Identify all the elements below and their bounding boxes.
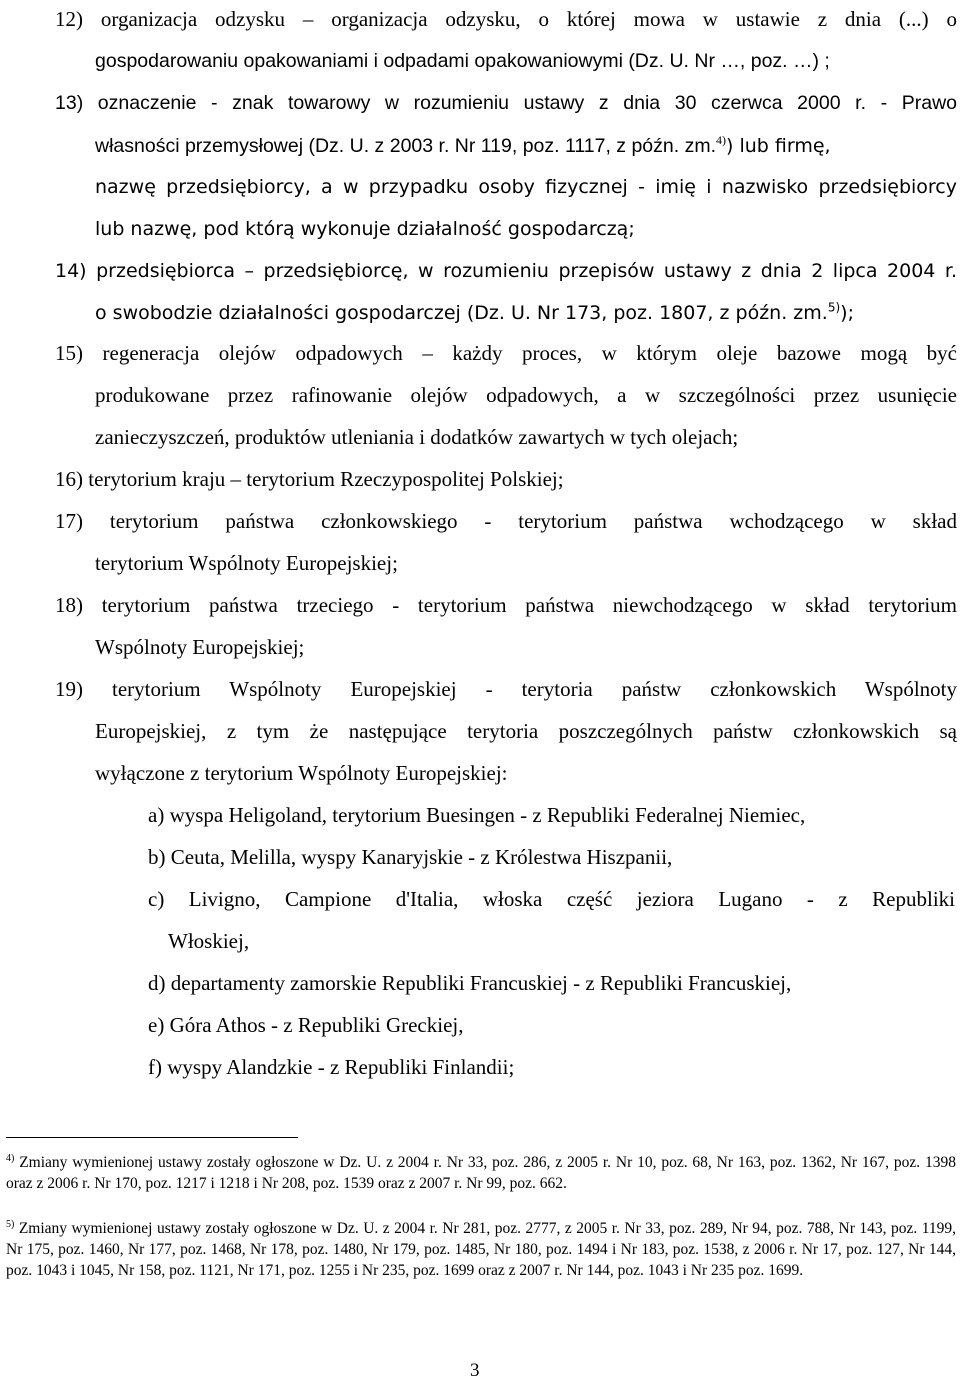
- list-item: a) wyspa Heligoland, terytorium Buesingen - z Republiki Federalnej Niemiec,: [148, 803, 806, 827]
- text-line: [95, 132, 957, 159]
- text-line: 17) terytorium państwa członkowskiego - terytorium państwa wchodzącego w skład: [55, 509, 957, 533]
- text-segment: o swobodzie działalności gospodarczej (Dz. U. Nr 173, poz. 1807, z późn. zm.: [95, 302, 828, 324]
- footnote-ref: 5): [827, 300, 841, 315]
- page-number: 3: [470, 1360, 480, 1381]
- list-item: d) departamenty zamorskie Republiki Francuskiej - z Republiki Francuskiej,: [148, 971, 792, 995]
- text-line: Europejskiej, z tym że następujące terytoria poszczególnych państw członkowskich są: [95, 719, 957, 743]
- text-segment: własności przemysłowej (Dz. U. z 2003 r. Nr 119, poz. 1117, z późn. zm.: [95, 135, 716, 157]
- footnote-ref: 4): [716, 133, 726, 147]
- list-item: f) wyspy Alandzkie - z Republiki Finlandii;: [148, 1055, 515, 1079]
- text-line: lub nazwę, pod którą wykonuje działalność gospodarczą;: [95, 218, 635, 240]
- text-segment: );: [840, 302, 854, 324]
- text-line: 14) przedsiębiorca – przedsiębiorcę, w rozumieniu przepisów ustawy z dnia 2 lipca 2004 r.: [55, 260, 957, 282]
- footnote: [6, 1152, 956, 1194]
- text-line: gospodarowaniu opakowaniami i odpadami opakowaniowymi (Dz. U. Nr …, poz. …) ;: [95, 50, 830, 72]
- text-line: 19) terytorium Wspólnoty Europejskiej - terytoria państw członkowskich Wspólnoty: [55, 677, 957, 701]
- text-line: Wspólnoty Europejskiej;: [95, 635, 305, 659]
- text-segment: ) lub firmę,: [726, 135, 831, 157]
- footnote-text: Zmiany wymienionej ustawy zostały ogłoszone w Dz. U. z 2004 r. Nr 33, poz. 286, z 2005 r. Nr 10, poz. 68, Nr 163, poz. 1362, Nr 167, poz. 1398 oraz z 2006 r. Nr 170, poz. 1217 i 1218 i Nr 208, poz. 1539 oraz z 2007 r. Nr 99, poz. 662.: [6, 1154, 956, 1192]
- text-line: 18) terytorium państwa trzeciego - terytorium państwa niewchodzącego w skład terytorium: [55, 593, 957, 617]
- text-line: wyłączone z terytorium Wspólnoty Europejskiej:: [95, 761, 508, 785]
- text-line: 15) regeneracja olejów odpadowych – każdy proces, w którym oleje bazowe mogą być: [55, 341, 957, 365]
- list-item: b) Ceuta, Melilla, wyspy Kanaryjskie - z Królestwa Hiszpanii,: [148, 845, 673, 869]
- list-item-continuation: Włoskiej,: [168, 929, 250, 953]
- footnote-mark: 5): [6, 1218, 15, 1230]
- text-line: 13) oznaczenie - znak towarowy w rozumieniu ustawy z dnia 30 czerwca 2000 r. - Prawo: [55, 92, 957, 114]
- footnote-separator: [6, 1137, 298, 1138]
- text-line: produkowane przez rafinowanie olejów odpadowych, a w szczególności przez usunięcie: [95, 383, 957, 407]
- text-line: 16) terytorium kraju – terytorium Rzeczypospolitej Polskiej;: [55, 467, 564, 491]
- list-item: e) Góra Athos - z Republiki Greckiej,: [148, 1013, 464, 1037]
- text-line: [95, 300, 957, 326]
- footnote: [6, 1218, 956, 1281]
- text-line: terytorium Wspólnoty Europejskiej;: [95, 551, 398, 575]
- text-line: nazwę przedsiębiorcy, a w przypadku osoby fizycznej - imię i nazwisko przedsiębiorcy: [95, 176, 957, 198]
- text-line: zanieczyszczeń, produktów utleniania i dodatków zawartych w tych olejach;: [95, 425, 739, 449]
- list-item: c) Livigno, Campione d'Italia, włoska część jeziora Lugano - z Republiki: [148, 887, 955, 911]
- footnote-text: Zmiany wymienionej ustawy zostały ogłoszone w Dz. U. z 2004 r. Nr 281, poz. 2777, z 2005 r. Nr 33, poz. 289, Nr 94, poz. 788, Nr 143, poz. 1199, Nr 175, poz. 1460, Nr 177, poz. 1468, Nr 178, poz. 1480, Nr 179, poz. 1485, Nr 180, poz. 1494 i Nr 183, poz. 1538, z 2006 r. Nr 17, poz. 127, Nr 144, poz. 1043 i 1045, Nr 158, poz. 1121, Nr 171, poz. 1255 i Nr 235, poz. 1699 oraz z 2007 r. Nr 144, poz. 1043 i Nr 235 poz. 1699.: [6, 1220, 957, 1279]
- footnote-mark: 4): [6, 1152, 15, 1164]
- text-line: 12) organizacja odzysku – organizacja odzysku, o której mowa w ustawie z dnia (...) o: [55, 7, 957, 31]
